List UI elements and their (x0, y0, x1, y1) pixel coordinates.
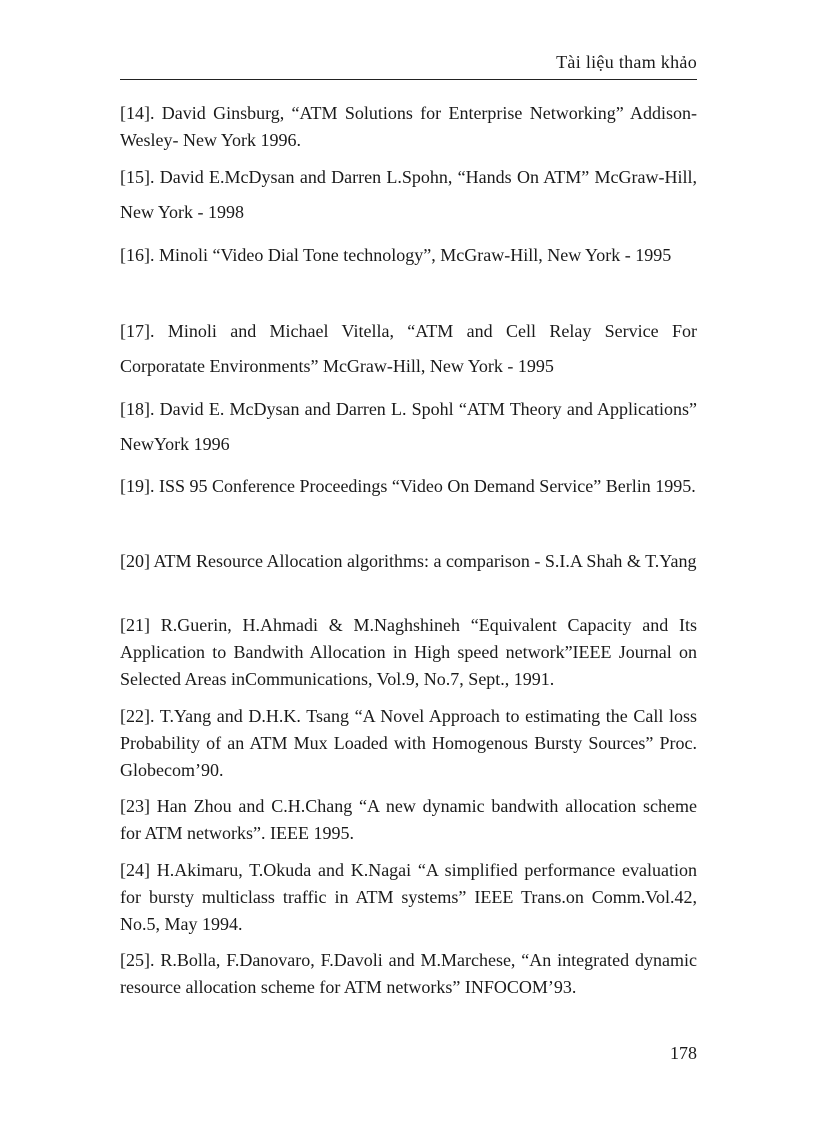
page-number: 178 (670, 1043, 697, 1063)
reference-15: [15]. David E.McDysan and Darren L.Spohn, “Hands On ATM” McGraw-Hill, New York - 1998 (120, 167, 697, 222)
reference-24: [24] H.Akimaru, T.Okuda and K.Nagai “A simplified performance evaluation for bursty multiclass traffic in ATM systems” IEEE Trans.on Comm.Vol.42, No.5, May 1994. (120, 860, 697, 934)
reference-21: [21] R.Guerin, H.Ahmadi & M.Naghshineh “Equivalent Capacity and Its Application to Bandwith Allocation in High speed network”IEEE Journal on Selected Areas inCommunications, Vol.9, No.7, Sept., 1991. (120, 615, 697, 689)
reference-23: [23] Han Zhou and C.H.Chang “A new dynamic bandwith allocation scheme for ATM networks”. IEEE 1995. (120, 796, 697, 843)
page-header (120, 52, 697, 80)
reference-20: [20] ATM Resource Allocation algorithms: a comparison - S.I.A Shah & T.Yang (120, 551, 697, 571)
reference-22: [22]. T.Yang and D.H.K. Tsang “A Novel Approach to estimating the Call loss Probability of an ATM Mux Loaded with Homogenous Bursty Sources” Proc. Globecom’90. (120, 706, 697, 780)
reference-17: [17]. Minoli and Michael Vitella, “ATM and Cell Relay Service For Corporatate Environments” McGraw-Hill, New York - 1995 (120, 321, 697, 376)
reference-18: [18]. David E. McDysan and Darren L. Spohl “ATM Theory and Applications” NewYork 1996 (120, 399, 697, 454)
reference-25: [25]. R.Bolla, F.Danovaro, F.Davoli and M.Marchese, “An integrated dynamic resource allocation scheme for ATM networks” INFOCOM’93. (120, 950, 697, 997)
reference-16: [16]. Minoli “Video Dial Tone technology”, McGraw-Hill, New York - 1995 (120, 245, 672, 265)
header-title: Tài liệu tham khảo (556, 52, 697, 72)
reference-14: [14]. David Ginsburg, “ATM Solutions for Enterprise Networking” Addison- Wesley- New York 1996. (120, 103, 697, 150)
reference-19: [19]. ISS 95 Conference Proceedings “Video On Demand Service” Berlin 1995. (120, 476, 696, 496)
